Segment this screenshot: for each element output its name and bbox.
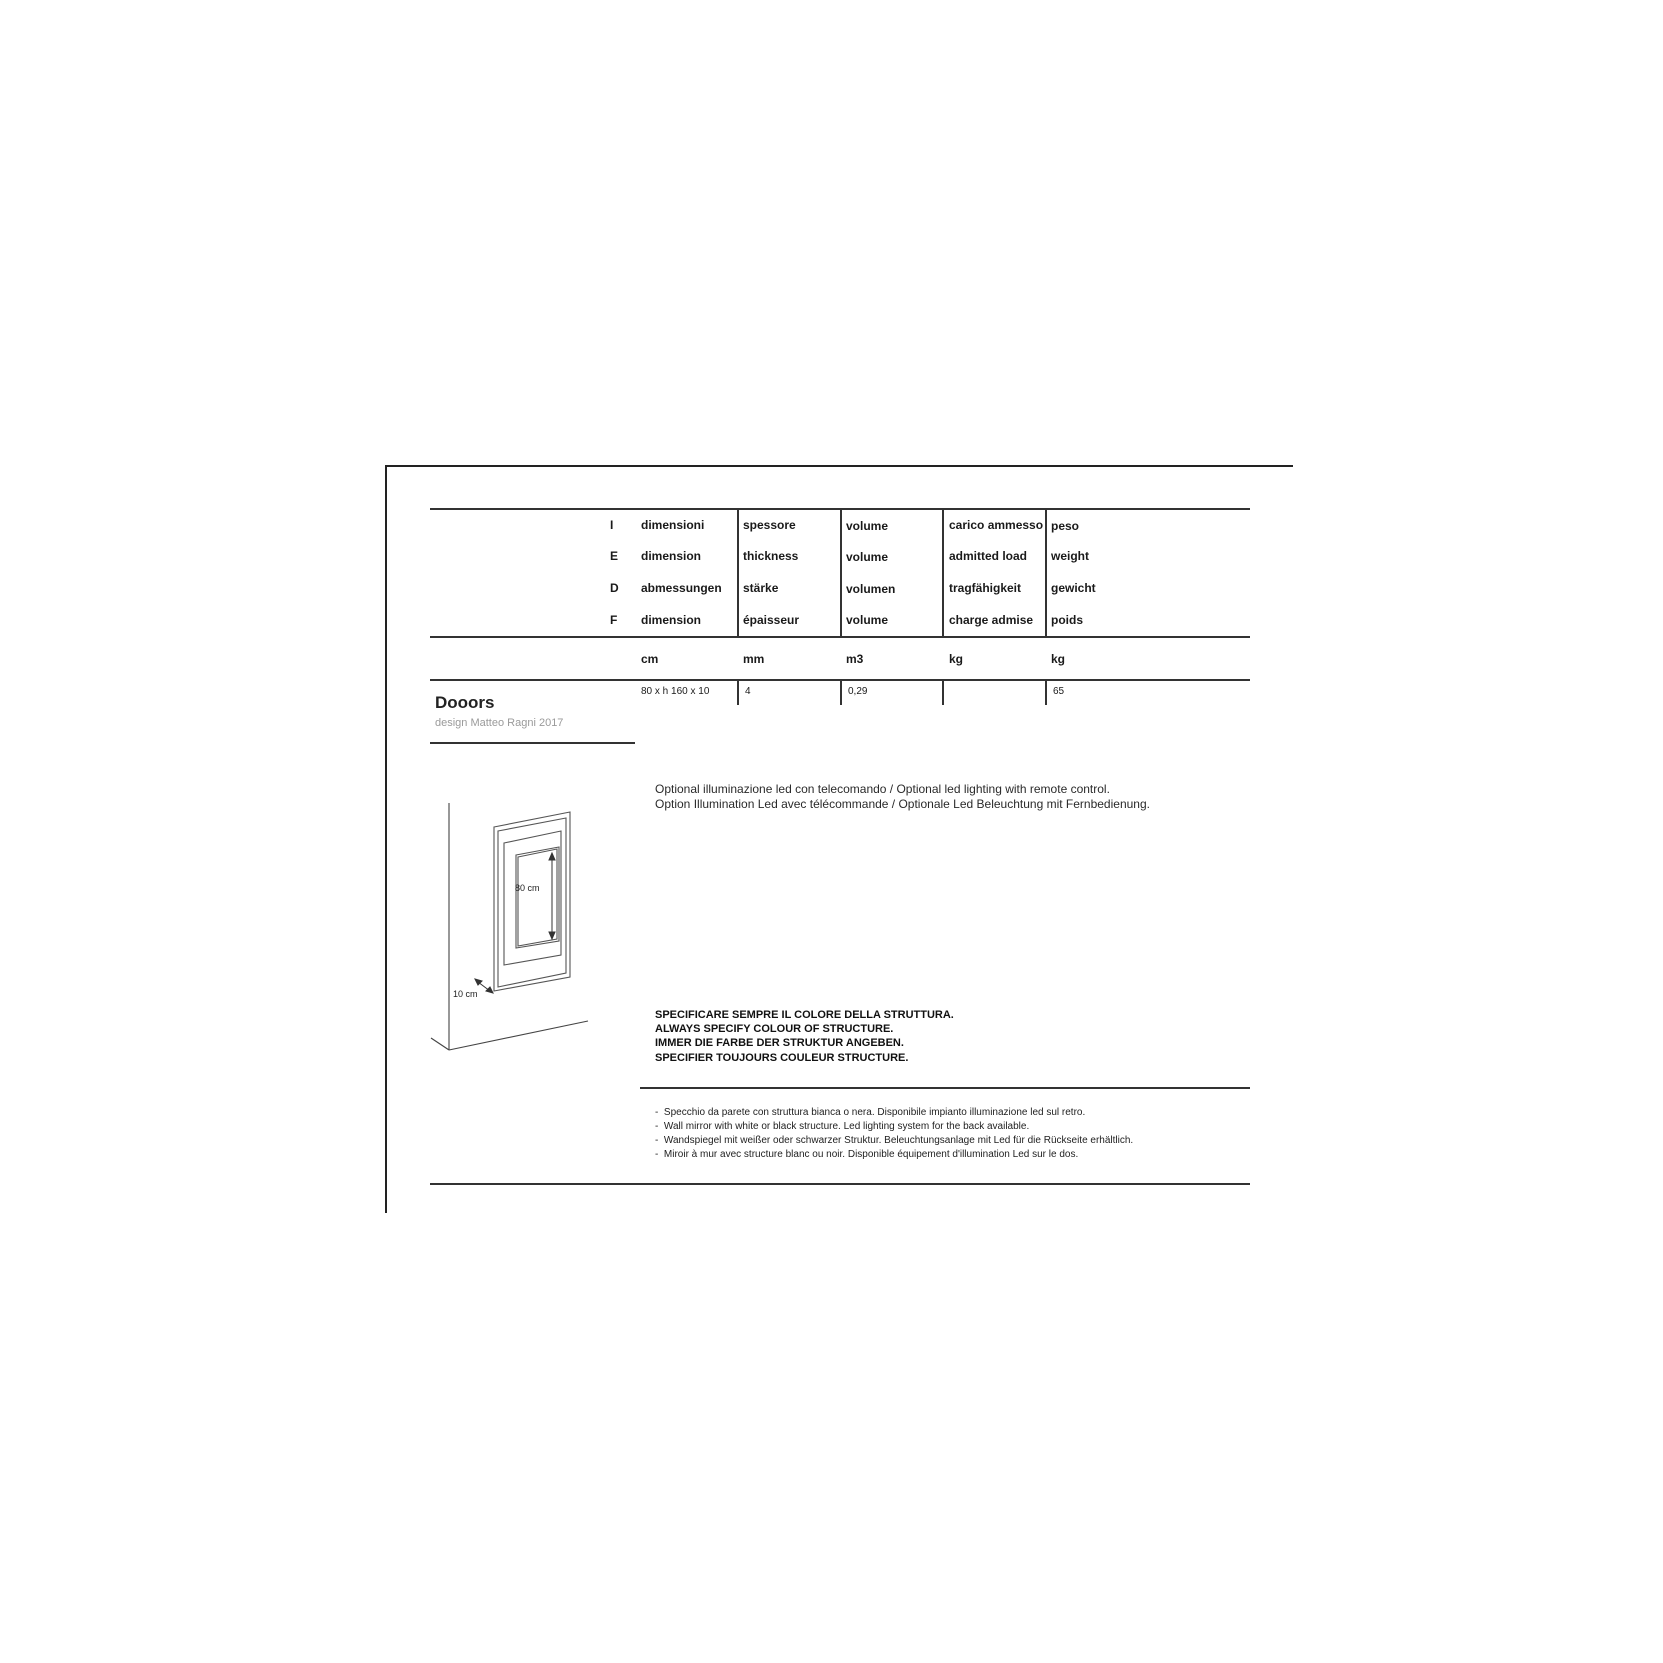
depth-label: 10 cm [453,989,478,999]
table-header-rule [430,636,1250,638]
header-volume-de: volumen [846,582,896,596]
lang-code-fr: F [610,613,618,627]
value-thickness: 4 [745,686,751,697]
frame-left-border [385,465,387,1213]
header-volume-fr: volume [846,613,889,627]
mirror-outline [494,812,570,991]
lang-code-it: I [610,518,614,532]
header-weight-it: peso [1051,519,1080,533]
col-sep-2 [840,509,842,636]
notice-rule [640,1087,1250,1089]
product-name: Dooors [435,693,495,712]
value-dimensions: 80 x h 160 x 10 [641,686,710,697]
val-sep-4 [1045,680,1047,705]
option-line-2: Option Illumination Led avec télécommande / Optionale Led Beleuchtung mit Fernbedienung. [655,797,1150,811]
col-sep-4 [1045,509,1047,636]
header-dimensions-en: dimension [641,549,702,563]
notice-line-en: ALWAYS SPECIFY COLOUR OF STRUCTURE. [655,1023,894,1035]
val-sep-2 [840,680,842,705]
product-underline [430,742,635,744]
description-text: Wall mirror with white or black structure. Led lighting system for the back available. [663,1121,1030,1132]
unit-volume: m3 [846,652,864,666]
height-arrow [549,853,555,939]
header-weight-en: weight [1051,549,1089,563]
option-line-1: Optional illuminazione led con telecomando / Optional led lighting with remote control. [655,782,1110,796]
unit-weight: kg [1051,652,1066,666]
bottom-rule [430,1183,1250,1185]
depth-arrow [475,979,493,993]
header-weight-fr: poids [1051,613,1083,627]
val-sep-1 [737,680,739,705]
header-dimensions-de: abmessungen [641,581,722,595]
unit-thickness: mm [743,652,765,666]
lang-code-de: D [610,581,619,595]
mirror-drawing [428,795,603,1065]
header-thickness-en: thickness [743,549,799,563]
value-volume: 0,29 [848,686,868,697]
header-volume-en: volume [846,550,889,564]
header-thickness-it: spessore [743,518,796,532]
description-item-en [655,1121,1029,1132]
unit-load: kg [949,652,964,666]
height-label: 80 cm [515,883,540,893]
notice-line-fr: SPECIFIER TOUJOURS COULEUR STRUCTURE. [655,1052,909,1064]
description-item-de [655,1135,1133,1146]
value-weight: 65 [1053,686,1065,697]
header-load-fr: charge admise [949,613,1034,627]
header-thickness-fr: épaisseur [743,613,800,627]
header-dimensions-fr: dimension [641,613,702,627]
header-dimensions-it: dimensioni [641,518,705,532]
bullet-dash: - [655,1135,659,1146]
description-item-fr [655,1149,1078,1160]
description-text: Miroir à mur avec structure blanc ou noir. Disponible équipement d'illumination Led sur le dos. [663,1149,1079,1160]
description-text: Specchio da parete con struttura bianca o nera. Disponibile impianto illuminazione led sul retro. [663,1107,1086,1118]
unit-dimensions: cm [641,652,659,666]
header-load-it: carico ammesso [949,518,1044,532]
frame-top-border [385,465,1293,467]
header-weight-de: gewicht [1051,581,1096,595]
header-load-en: admitted load [949,549,1028,563]
header-load-de: tragfähigkeit [949,581,1022,595]
notice-line-it: SPECIFICARE SEMPRE IL COLORE DELLA STRUTTURA. [655,1009,954,1021]
val-sep-3 [942,680,944,705]
bullet-dash: - [655,1149,659,1160]
header-thickness-de: stärke [743,581,779,595]
wall-outline [431,803,588,1050]
col-sep-1 [737,509,739,636]
header-volume-it: volume [846,519,889,533]
bullet-dash: - [655,1107,659,1118]
product-designer: design Matteo Ragni 2017 [435,717,564,729]
bullet-dash: - [655,1121,659,1132]
description-item-it [655,1107,1085,1118]
lang-code-en: E [610,549,619,563]
description-text: Wandspiegel mit weißer oder schwarzer Struktur. Beleuchtungsanlage mit Led für die Rückseite erhältlich. [663,1135,1134,1146]
col-sep-3 [942,509,944,636]
notice-line-de: IMMER DIE FARBE DER STRUKTUR ANGEBEN. [655,1037,904,1049]
